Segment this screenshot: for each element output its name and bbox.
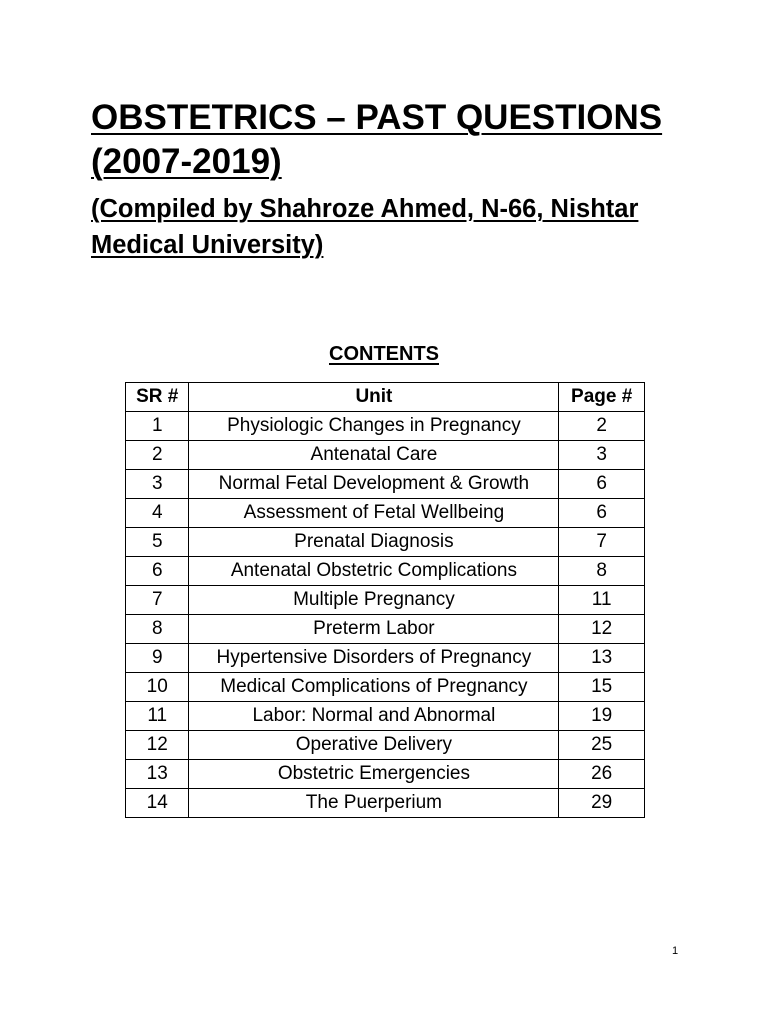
contents-heading: CONTENTS xyxy=(329,343,439,365)
table-row xyxy=(126,760,645,789)
header-sr: SR # xyxy=(126,383,189,412)
table-row xyxy=(126,441,645,470)
cell-sr: 8 xyxy=(126,615,189,644)
cell-page: 7 xyxy=(559,528,645,557)
cell-sr: 1 xyxy=(126,412,189,441)
cell-page: 25 xyxy=(559,731,645,760)
cell-sr: 4 xyxy=(126,499,189,528)
compiler-subtitle xyxy=(91,191,731,263)
cell-page: 6 xyxy=(559,499,645,528)
contents-table xyxy=(125,382,645,818)
cell-sr: 12 xyxy=(126,731,189,760)
cell-page: 19 xyxy=(559,702,645,731)
cell-unit: Preterm Labor xyxy=(189,615,559,644)
table-header-row xyxy=(126,383,645,412)
table-row xyxy=(126,702,645,731)
cell-unit: Labor: Normal and Abnormal xyxy=(189,702,559,731)
page-number: 1 xyxy=(671,945,679,957)
cell-page: 15 xyxy=(559,673,645,702)
subtitle-line-1: (Compiled by Shahroze Ahmed, N-66, Nishtar xyxy=(91,195,639,223)
cell-page: 13 xyxy=(559,644,645,673)
cell-unit: Antenatal Obstetric Complications xyxy=(189,557,559,586)
cell-unit: Multiple Pregnancy xyxy=(189,586,559,615)
table-body xyxy=(126,412,645,818)
page-title xyxy=(91,96,731,184)
table-row xyxy=(126,412,645,441)
cell-unit: The Puerperium xyxy=(189,789,559,818)
cell-sr: 11 xyxy=(126,702,189,731)
cell-sr: 6 xyxy=(126,557,189,586)
table-row xyxy=(126,557,645,586)
table-row xyxy=(126,528,645,557)
cell-sr: 3 xyxy=(126,470,189,499)
table-row xyxy=(126,673,645,702)
header-unit: Unit xyxy=(189,383,559,412)
cell-page: 2 xyxy=(559,412,645,441)
cell-page: 3 xyxy=(559,441,645,470)
table-row xyxy=(126,789,645,818)
cell-unit: Operative Delivery xyxy=(189,731,559,760)
table-row xyxy=(126,470,645,499)
cell-unit: Antenatal Care xyxy=(189,441,559,470)
cell-unit: Medical Complications of Pregnancy xyxy=(189,673,559,702)
cell-page: 29 xyxy=(559,789,645,818)
page-title-line-2: (2007-2019) xyxy=(91,142,282,181)
table-header xyxy=(126,383,645,412)
cell-page: 12 xyxy=(559,615,645,644)
cell-sr: 13 xyxy=(126,760,189,789)
cell-sr: 5 xyxy=(126,528,189,557)
cell-page: 11 xyxy=(559,586,645,615)
cell-unit: Physiologic Changes in Pregnancy xyxy=(189,412,559,441)
cell-sr: 2 xyxy=(126,441,189,470)
table-row xyxy=(126,731,645,760)
cell-unit: Hypertensive Disorders of Pregnancy xyxy=(189,644,559,673)
cell-unit: Prenatal Diagnosis xyxy=(189,528,559,557)
cell-sr: 7 xyxy=(126,586,189,615)
table-row xyxy=(126,615,645,644)
table-row xyxy=(126,586,645,615)
page-title-line-1: OBSTETRICS – PAST QUESTIONS xyxy=(91,98,663,137)
table-row xyxy=(126,499,645,528)
subtitle-line-2: Medical University) xyxy=(91,231,324,259)
cell-page: 6 xyxy=(559,470,645,499)
cell-page: 8 xyxy=(559,557,645,586)
cell-unit: Assessment of Fetal Wellbeing xyxy=(189,499,559,528)
cell-page: 26 xyxy=(559,760,645,789)
cell-sr: 14 xyxy=(126,789,189,818)
cell-sr: 10 xyxy=(126,673,189,702)
header-page: Page # xyxy=(559,383,645,412)
table-row xyxy=(126,644,645,673)
cell-unit: Normal Fetal Development & Growth xyxy=(189,470,559,499)
cell-unit: Obstetric Emergencies xyxy=(189,760,559,789)
cell-sr: 9 xyxy=(126,644,189,673)
